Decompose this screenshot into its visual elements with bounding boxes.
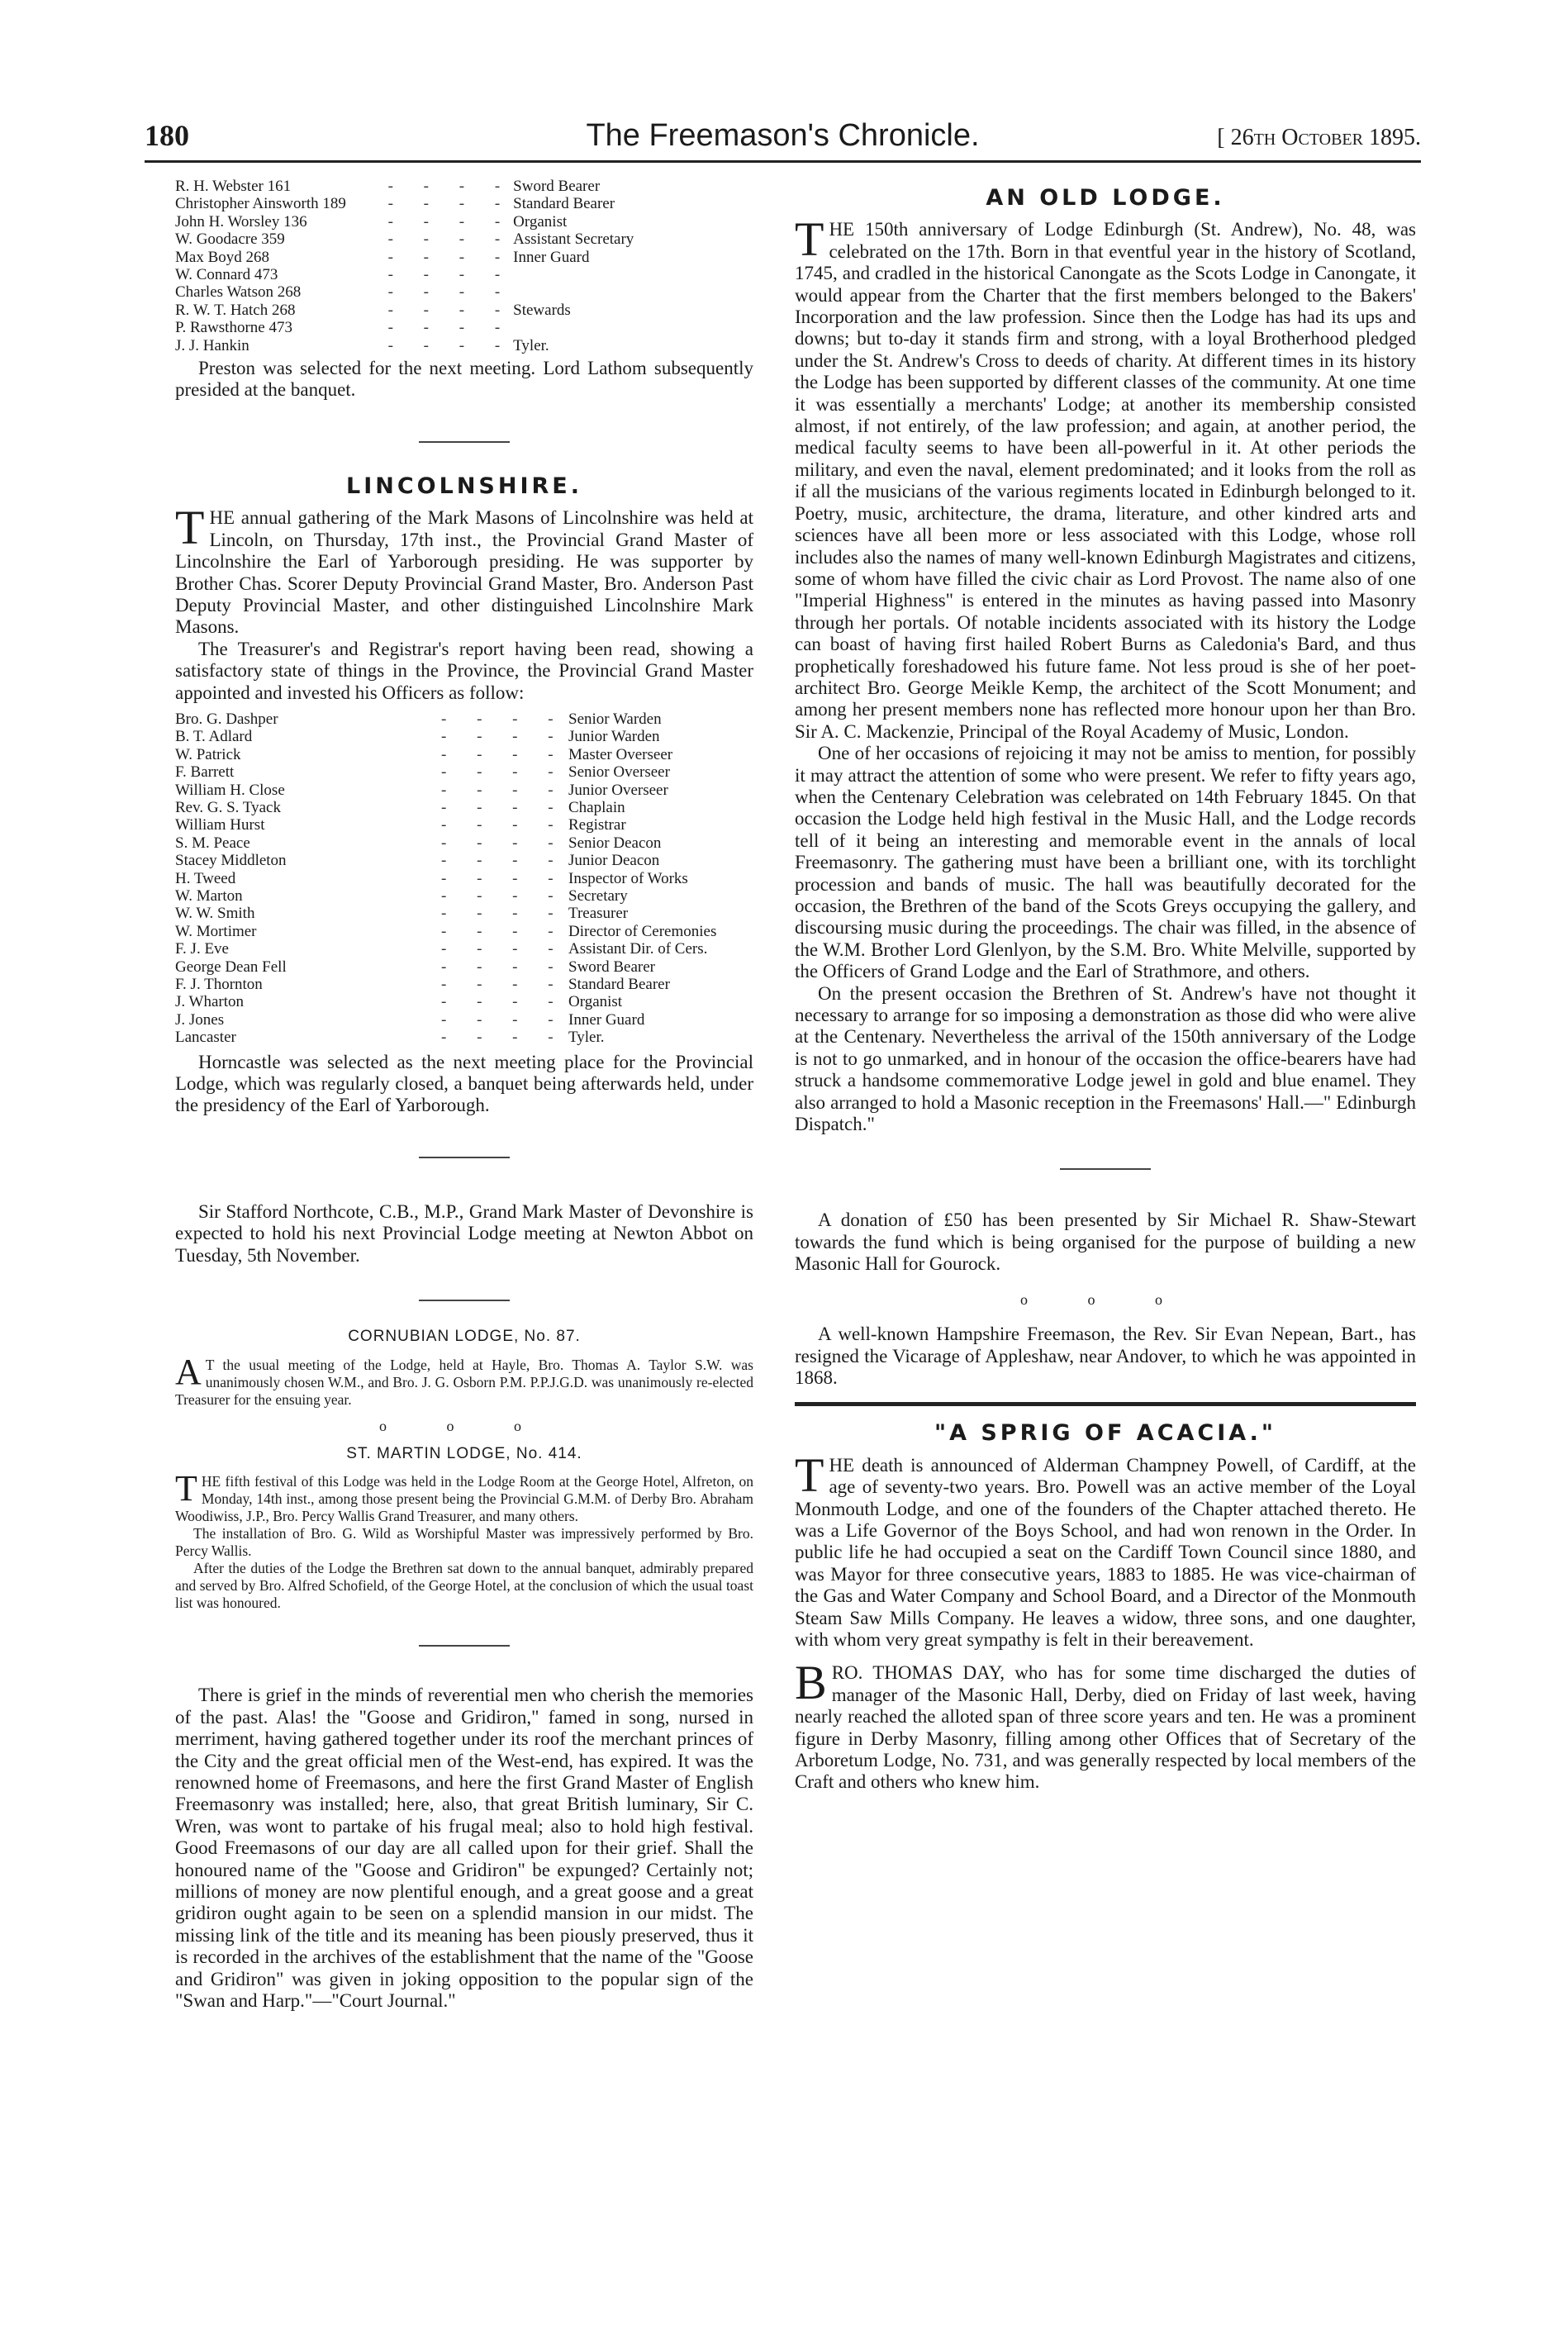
officer-office: Organist — [568, 993, 623, 1011]
hampshire-paragraph: A well-known Hampshire Freemason, the Rev. Sir Evan Nepean, Bart., has resigned the Vicarage of Appleshaw, near Andover, to which he was appointed in 1868. — [795, 1324, 1416, 1388]
lincolnshire-report: The Treasurer's and Registrar's report having been read, showing a satisfactory state of things in the Province, the Provincial Grand Master appointed and invested his Officers as follow: — [175, 638, 753, 703]
old-lodge-centenary: One of her occasions of rejoicing it may not be amiss to mention, for possibly it may attract the attention of some who were present. We refer to fifty years ago, when the Centenary Celebration was celebrated on 14th February 1845. On that occasion the Lodge held high festival in the Music Hall, and the Lodge records tell of it being an interesting and memorable event in the annals of local Freemasonry. The gathering must have been a brilliant one, with its torchlight procession and bands of music. The hall was beautifully decorated for the occasion, the Brethren of the band of the Scots Greys occupying the gallery, and discoursing music during the proceedings. The chair was filled, in the absence of the W.M. Brother Lord Glenlyon, by the S.M. Bro. White Melville, supported by the Officers of Grand Lodge and the Earl of Strathmore, and others. — [795, 743, 1416, 982]
officer-office: Senior Deacon — [568, 834, 662, 852]
officer-row — [175, 958, 753, 976]
old-lodge-present: On the present occasion the Brethren of St. Andrew's have not thought it necessary to arrange for so imposing a demonstration as those did who were alive at the Centenary. Nevertheless the arrival of the 150th anniversary of the Lodge is not to go unmarked, and in honour of the occasion the office-bearers have had struck a handsome commemorative Lodge jewel in gold and blue enamel. They also arranged to hold a Masonic reception in the Freemasons' Hall.—" Edinburgh Dispatch." — [795, 982, 1416, 1135]
officer-office — [513, 319, 638, 336]
leader-dots: - - - - — [441, 745, 567, 763]
leader-dots: - - - - — [441, 940, 567, 958]
leader-dots: - - - - — [441, 781, 567, 799]
officer-row — [175, 816, 753, 834]
powell-obituary: THE death is announced of Alderman Champney Powell, of Cardiff, at the age of seventy-two years. Bro. Powell was an active member of the Loyal Monmouth Lodge, and one of the founders of the Chapter attached thereto. He was a Life Governor of the Boys School, and had won renown in the Order. In public life he had occupied a seat on the Cardiff Town Council since 1880, and was Mayor for three consecutive years, 1883 to 1885. He was vice-chairman of the Gas and Water Company and School Board, and a Director of the Monmouth Steam Saw Mills Company. He leaves a widow, three sons, and one daughter, with whom very great sympathy is felt in their bereavement. — [795, 1447, 1416, 1650]
officer-row — [175, 993, 753, 1010]
officer-row — [175, 337, 638, 354]
officer-office: Sword Bearer — [568, 958, 655, 976]
header-rule — [145, 160, 1421, 163]
officer-row — [175, 746, 753, 763]
officer-name: W. Mortimer — [175, 922, 257, 940]
right-column — [795, 178, 1416, 1794]
officer-name: J. J. Hankin — [175, 336, 249, 354]
officer-name: W. Patrick — [175, 745, 241, 763]
officer-name: Bro. G. Dashper — [175, 710, 278, 728]
officer-office: Stewards — [513, 301, 571, 319]
officer-row — [175, 1029, 753, 1046]
leader-dots: - - - - — [441, 922, 567, 940]
officer-name: Stacey Middleton — [175, 852, 287, 870]
leader-dots: - - - - — [387, 319, 514, 337]
leader-dots: - - - - — [387, 336, 514, 354]
officer-row — [175, 870, 753, 887]
leader-dots: - - - - — [387, 212, 514, 231]
officer-row — [175, 887, 753, 905]
officer-office: Secretary — [568, 887, 628, 905]
officer-office: Sword Bearer — [513, 178, 601, 195]
officer-name: W. Marton — [175, 887, 243, 905]
officer-office: Inner Guard — [568, 1010, 645, 1029]
officer-row — [175, 905, 753, 922]
lincolnshire-heading: LINCOLNSHIRE. — [346, 473, 582, 499]
officer-name: B. T. Adlard — [175, 728, 253, 746]
officer-row — [175, 976, 753, 993]
divider — [419, 1300, 510, 1301]
drop-cap: T — [175, 501, 205, 555]
officer-name: William H. Close — [175, 781, 285, 799]
officer-office: Junior Warden — [568, 728, 660, 746]
leader-dots: - - - - — [441, 763, 567, 782]
officer-row — [175, 923, 753, 940]
officer-name: H. Tweed — [175, 869, 236, 887]
officer-office: Assistant Dir. of Cers. — [568, 940, 708, 958]
leader-dots: - - - - — [387, 301, 514, 319]
divider — [419, 1645, 510, 1647]
page-header — [145, 118, 1421, 158]
officer-name: P. Rawsthorne 473 — [175, 319, 292, 337]
lincolnshire-officers-table — [175, 711, 753, 1047]
officer-name: R. H. Webster 161 — [175, 178, 292, 195]
st-martin-text: THE fifth festival of this Lodge was held in the Lodge Room at the George Hotel, Alfreton, on Monday, 14th inst., among those present being the Provincial G.M.M. of Derby Bro. Abraham Woodiwiss, J.P., Bro. Percy Wallis Grand Treasurer, and many others. The installation of Bro. G. Wild as Worshipful Master was impressively performed by Bro. Percy Wallis. After the duties of the Lodge the Brethren sat down to the annual banquet, admirably prepared and served by Bro. Alfred Schofield, of the George Hotel, at the conclusion of which the usual toast list was honoured. — [175, 1468, 753, 1612]
leader-dots: - - - - — [387, 266, 514, 284]
drop-cap: B — [795, 1656, 827, 1710]
officer-name: Christopher Ainsworth 189 — [175, 195, 346, 213]
leader-dots: - - - - — [441, 798, 567, 816]
leader-dots: - - - - — [441, 710, 567, 728]
officer-office: Director of Ceremonies — [568, 922, 717, 940]
officer-row — [175, 302, 638, 319]
officer-office: Senior Warden — [568, 710, 662, 728]
cornubian-heading: CORNUBIAN LODGE, No. 87. — [348, 1328, 581, 1346]
leader-dots: - - - - — [441, 887, 567, 905]
leader-dots: - - - - — [441, 852, 567, 870]
officer-row — [175, 1011, 753, 1029]
heavy-rule — [795, 1402, 1416, 1406]
goose-gridiron-paragraph: There is grief in the minds of reverential men who cherish the memories of the past. Alas! the "Goose and Gridiron," famed in song, nursed in merriment, having gathered together under its roof the merchant princes of the City and the great official men of the West-end, has expired. It was the renowned home of Freemasons, and here the first Grand Master of English Freemasonry was installed; here, also, that great British luminary, Sir C. Wren, was wont to partake of his frugal meal; also to hold high festival. Good Freemasons of our day are all called upon for their grief. Shall the honoured name of the "Goose and Gridiron" be expunged? Certainly not; millions of money are now plentiful enough, and a great goose and a great gridiron ought again to be seen on a splendid mansion in our midst. The missing link of the title and its meaning has been piously preserved, thus it is recorded in the archives of the establishment that the name of the "Goose and Gridiron" was given in joking opposition to the popular sign of the "Swan and Harp."—"Court Journal." — [175, 1685, 753, 2011]
leader-dots: - - - - — [387, 195, 514, 213]
officer-row — [175, 178, 638, 195]
officer-office: Master Overseer — [568, 745, 673, 763]
left-column — [175, 178, 753, 2012]
leader-dots: - - - - — [387, 178, 514, 195]
drop-cap: T — [175, 1468, 197, 1509]
officer-name: S. M. Peace — [175, 834, 250, 852]
officer-name: F. J. Eve — [175, 940, 229, 958]
drop-cap: A — [175, 1351, 202, 1392]
page-number: 180 — [145, 119, 189, 152]
leader-dots: - - - - — [441, 728, 567, 746]
officer-office: Senior Overseer — [568, 763, 670, 782]
officer-row — [175, 195, 638, 212]
section-separator: o o o — [1020, 1290, 1190, 1308]
leader-dots: - - - - — [441, 958, 567, 976]
officer-name: Max Boyd 268 — [175, 248, 269, 266]
officer-office: Inner Guard — [513, 248, 590, 266]
officer-name: Rev. G. S. Tyack — [175, 798, 281, 816]
leader-dots: - - - - — [441, 976, 567, 994]
donation-paragraph: A donation of £50 has been presented by Sir Michael R. Shaw-Stewart towards the fund which is being organised for the purpose of building a new Masonic Hall for Gourock. — [795, 1210, 1416, 1275]
officer-office: Standard Bearer — [568, 976, 670, 994]
officer-office: Treasurer — [568, 905, 629, 923]
leader-dots: - - - - — [441, 1029, 567, 1047]
officer-office: Junior Deacon — [568, 852, 660, 870]
acacia-heading: "A SPRIG OF ACACIA." — [934, 1420, 1276, 1447]
lincolnshire-closing: Horncastle was selected as the next meeting place for the Provincial Lodge, which was regularly closed, a banquet being afterwards held, under the presidency of the Earl of Yarborough. — [175, 1051, 753, 1116]
officer-row — [175, 763, 753, 781]
officer-office — [513, 266, 638, 283]
officer-row — [175, 266, 638, 283]
officer-office: Tyler. — [568, 1029, 605, 1047]
officer-row — [175, 782, 753, 799]
officer-office: Junior Overseer — [568, 781, 668, 799]
officer-row — [175, 852, 753, 869]
officer-name: F. Barrett — [175, 763, 235, 782]
leader-dots: - - - - — [387, 248, 514, 266]
issue-date: [ 26th October 1895. — [1217, 125, 1421, 150]
officer-office: Registrar — [568, 816, 626, 834]
officer-office: Inspector of Works — [568, 869, 688, 887]
leader-dots: - - - - — [441, 1010, 567, 1029]
section-separator: o o o — [379, 1417, 549, 1434]
officer-office: Organist — [513, 212, 568, 231]
officer-office: Standard Bearer — [513, 195, 615, 213]
divider — [419, 1157, 510, 1158]
officer-name: George Dean Fell — [175, 958, 287, 976]
officer-office: Tyler. — [513, 336, 549, 354]
officer-row — [175, 213, 638, 231]
officer-row — [175, 249, 638, 266]
officer-name: John H. Worsley 136 — [175, 212, 307, 231]
preston-paragraph: Preston was selected for the next meeting. Lord Lathom subsequently presided at the banquet. — [175, 358, 753, 401]
officer-name: Charles Watson 268 — [175, 283, 302, 302]
divider — [1060, 1168, 1151, 1170]
officer-name: R. W. T. Hatch 268 — [175, 301, 296, 319]
leader-dots: - - - - — [441, 816, 567, 834]
old-lodge-heading: AN OLD LODGE. — [986, 185, 1225, 211]
leader-dots: - - - - — [441, 993, 567, 1011]
officer-office — [513, 283, 638, 301]
officer-name: F. J. Thornton — [175, 976, 263, 994]
officer-name: J. Jones — [175, 1010, 225, 1029]
officer-name: William Hurst — [175, 816, 265, 834]
divider — [419, 441, 510, 443]
leader-dots: - - - - — [387, 231, 514, 249]
drop-cap: T — [795, 1447, 824, 1502]
masthead-title: The Freemason's Chronicle. — [586, 118, 980, 153]
leader-dots: - - - - — [441, 905, 567, 923]
officer-name: Lancaster — [175, 1029, 236, 1047]
officer-row — [175, 799, 753, 816]
leader-dots: - - - - — [387, 283, 514, 302]
leader-dots: - - - - — [441, 834, 567, 852]
cornubian-text: A T the usual meeting of the Lodge, held at Hayle, Bro. Thomas A. Taylor S.W. was unanimously chosen W.M., and Bro. J. G. Osborn P.M. P.P.J.G.D. was unanimously re-elected Treasurer for the ensuing year. — [175, 1351, 753, 1408]
officers-top-table — [175, 178, 638, 354]
day-obituary: BRO. THOMAS DAY, who has for some time discharged the duties of manager of the Masonic Hall, Derby, died on Friday of last week, having nearly reached the alloted span of three score years and ten. He was a prominent figure in Derby Masonry, filling among other Offices that of Secretary of the Arboretum Lodge, No. 731, and was generally respected by local members of the Craft and others who knew him. — [795, 1656, 1416, 1793]
officer-row — [175, 283, 638, 301]
lincolnshire-intro: THE annual gathering of the Mark Masons of Lincolnshire was held at Lincoln, on Thursday, 17th inst., the Provincial Grand Master of Lincolnshire the Earl of Yarborough presiding. He was supporter by Brother Chas. Scorer Deputy Provincial Grand Master, Bro. Anderson Past Deputy Provincial Master, and other distinguished Lincolnshire Mark Masons. — [175, 501, 753, 638]
officer-office: Chaplain — [568, 798, 625, 816]
old-lodge-intro: THE 150th anniversary of Lodge Edinburgh (St. Andrew), No. 48, was celebrated on the 17th. Born in that eventful year in the history of Scotland, 1745, and cradled in the historical Canongate as the Scots Lodge in Canongate, it would appear from the Charter that the first members belonged to the Bakers' Incorporation and the law profession. Since then the Lodge has had its ups and downs; but to-day it stands firm and strong, with a loyal Brotherhood pledged under the St. Andrew's Cross to deeds of charity. At different times in its history the Lodge has been supported by different classes of the community. At one time it was essentially a merchants' Lodge; at another its membership consisted almost, if not entirely, of the law profession; and again, at another period, the medical faculty seems to have been all-powerful in it. At other periods the military, and even the naval, element predominated; and it looks from the roll as if all the musicians of the various regiments located in Edinburgh belonged to it. Poetry, music, architecture, the drama, literature, and other kindred arts and sciences have all been more or less associated with this Lodge, whose roll includes also the names of many well-known Edinburgh Magistrates and citizens, some of whom have filled the civic chair as Lord Provost. The name also of one "Imperial Highness" is entered in the minutes as having passed into Masonry through her portals. Of notable incidents associated with its history the Lodge can boast of having first hailed Robert Burns as Caledonia's Bard, and thus prophetically foreshadowed his future fame. Not less proud is she of her poet-architect Bro. George Meikle Kemp, the architect of the Scott Monument; and among her present members none has reflected more honour upon her than Bro. Sir A. C. Mackenzie, Principal of the Royal Academy of Music, London. — [795, 212, 1416, 742]
officer-name: W. W. Smith — [175, 905, 255, 923]
drop-cap: T — [795, 212, 824, 267]
officer-row — [175, 940, 753, 958]
officer-office: Assistant Secretary — [513, 231, 634, 249]
northcote-paragraph: Sir Stafford Northcote, C.B., M.P., Grand Mark Master of Devonshire is expected to hold his next Provincial Lodge meeting at Newton Abbot on Tuesday, 5th November. — [175, 1200, 753, 1266]
officer-name: W. Connard 473 — [175, 266, 278, 284]
officer-name: J. Wharton — [175, 993, 245, 1011]
officer-row — [175, 711, 753, 728]
officer-row — [175, 231, 638, 248]
st-martin-heading: ST. MARTIN LODGE, No. 414. — [346, 1444, 582, 1462]
officer-name: W. Goodacre 359 — [175, 231, 285, 249]
officer-row — [175, 834, 753, 852]
leader-dots: - - - - — [441, 869, 567, 887]
officer-row — [175, 319, 638, 336]
officer-row — [175, 728, 753, 745]
